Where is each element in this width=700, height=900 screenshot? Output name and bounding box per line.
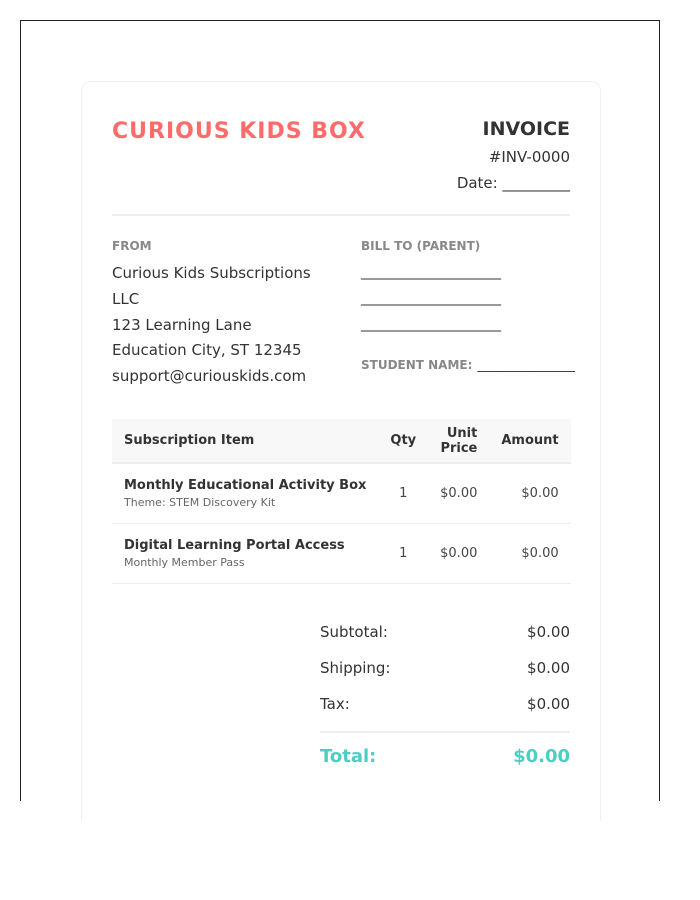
- from-label: FROM: [112, 239, 152, 253]
- student-name-blank: _______________: [477, 358, 575, 373]
- item-name: Digital Learning Portal Access: [124, 538, 345, 553]
- tax-value: $0.00: [527, 695, 570, 713]
- qty-cell: 1: [378, 524, 428, 584]
- header-amount: Amount: [489, 419, 570, 463]
- bill-to-blank-line: ____________________: [361, 264, 501, 280]
- unit-price-cell: $0.00: [428, 524, 489, 584]
- student-name-label: STUDENT NAME:: [361, 358, 473, 372]
- invoice-title: INVOICE: [482, 118, 570, 140]
- qty-cell: 1: [378, 463, 428, 524]
- item-cell: [112, 463, 378, 524]
- item-description: Monthly Member Pass: [124, 556, 245, 569]
- items-table: [112, 419, 571, 584]
- totals-divider: [320, 731, 570, 733]
- header-qty: Qty: [378, 419, 428, 463]
- shipping-label: Shipping:: [320, 659, 391, 677]
- tax-label: Tax:: [320, 695, 350, 713]
- from-line: 123 Learning Lane: [112, 316, 252, 334]
- shipping-value: $0.00: [527, 659, 570, 677]
- subtotal-value: $0.00: [527, 623, 570, 641]
- student-name-row: [361, 354, 575, 373]
- table-row: [112, 463, 571, 524]
- table-header-row: [112, 419, 571, 463]
- invoice-header: [112, 112, 570, 216]
- brand-name: CURIOUS KIDS BOX: [112, 119, 366, 144]
- from-line: support@curiouskids.com: [112, 367, 307, 385]
- item-name: Monthly Educational Activity Box: [124, 478, 367, 493]
- item-cell: [112, 524, 378, 584]
- table-row: [112, 524, 571, 584]
- total-label: Total:: [320, 746, 377, 767]
- from-line: Curious Kids Subscriptions: [112, 264, 311, 282]
- bill-to-blank-line: ____________________: [361, 316, 501, 332]
- from-line: Education City, ST 12345: [112, 341, 302, 359]
- header-item: Subscription Item: [112, 419, 378, 463]
- bill-to-label: BILL TO (PARENT): [361, 239, 481, 253]
- from-line: LLC: [112, 290, 140, 308]
- unit-price-cell: $0.00: [428, 463, 489, 524]
- invoice-number: #INV-0000: [488, 148, 570, 166]
- amount-cell: $0.00: [489, 524, 570, 584]
- header-unit-price: Unit Price: [428, 419, 489, 463]
- amount-cell: $0.00: [489, 463, 570, 524]
- bill-to-blank-line: ____________________: [361, 290, 501, 306]
- invoice-date: Date: _________: [456, 174, 570, 192]
- total-value: $0.00: [513, 746, 570, 767]
- subtotal-label: Subtotal:: [320, 623, 388, 641]
- item-description: Theme: STEM Discovery Kit: [124, 496, 276, 509]
